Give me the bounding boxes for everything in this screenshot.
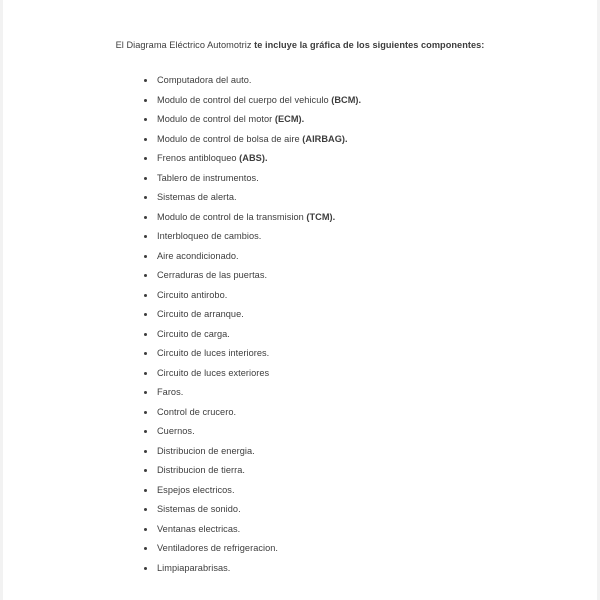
list-item bbox=[157, 364, 505, 384]
list-item-label: Computadora del auto. bbox=[157, 75, 252, 85]
page-title bbox=[95, 38, 505, 53]
list-item bbox=[157, 520, 505, 540]
list-item-label: Control de crucero. bbox=[157, 406, 237, 417]
list-item bbox=[157, 286, 505, 306]
list-item-label: Circuito de carga. bbox=[157, 328, 230, 339]
page-title-bold: te incluye la gráfica de los siguientes componentes: bbox=[254, 40, 485, 50]
list-item-label: Cerraduras de las puertas. bbox=[157, 270, 268, 280]
list-item-abbreviation: (ECM). bbox=[274, 114, 305, 124]
list-item bbox=[157, 227, 505, 247]
list-item-label: Distribucion de tierra. bbox=[157, 465, 245, 475]
list-item bbox=[157, 208, 505, 228]
list-item-label: Faros. bbox=[157, 387, 184, 397]
list-item-label: Circuito de arranque. bbox=[157, 309, 244, 319]
list-item-label: Ventanas electricas. bbox=[157, 523, 241, 534]
list-item bbox=[157, 422, 505, 442]
list-item bbox=[157, 344, 505, 364]
list-item-label: Espejos electricos. bbox=[157, 484, 235, 495]
list-item bbox=[157, 149, 505, 169]
list-item bbox=[157, 539, 505, 559]
list-item bbox=[157, 188, 505, 208]
component-list bbox=[95, 71, 505, 578]
list-item-label: Frenos antibloqueo bbox=[157, 153, 240, 163]
page-title-regular: El Diagrama Eléctrico Automotriz bbox=[115, 40, 255, 50]
list-item bbox=[157, 91, 505, 111]
list-item bbox=[157, 481, 505, 501]
list-item bbox=[157, 71, 505, 91]
list-item-label: Sistemas de sonido. bbox=[157, 504, 241, 514]
list-item bbox=[157, 500, 505, 520]
list-item-label: Interbloqueo de cambios. bbox=[157, 231, 262, 241]
list-item-abbreviation: (ABS). bbox=[239, 153, 268, 163]
list-item-label: Distribucion de energia. bbox=[157, 445, 255, 456]
list-item-label: Aire acondicionado. bbox=[157, 250, 239, 261]
list-item bbox=[157, 461, 505, 481]
list-item bbox=[157, 169, 505, 189]
list-item-abbreviation: (TCM). bbox=[306, 211, 336, 222]
list-item bbox=[157, 305, 505, 325]
page-left-edge bbox=[0, 0, 3, 600]
list-item-label: Ventiladores de refrigeracion. bbox=[157, 543, 279, 553]
list-item-label: Modulo de control del cuerpo del vehiculo bbox=[157, 94, 332, 105]
list-item-label: Limpiaparabrisas. bbox=[157, 562, 231, 573]
list-item-label: Modulo de control de la transmision bbox=[157, 211, 307, 222]
list-item bbox=[157, 383, 505, 403]
list-item bbox=[157, 110, 505, 130]
list-item bbox=[157, 130, 505, 150]
list-item-label: Circuito de luces interiores. bbox=[157, 348, 270, 358]
list-item-abbreviation: (BCM). bbox=[331, 94, 362, 105]
list-item-abbreviation: (AIRBAG). bbox=[302, 133, 348, 144]
list-item-label: Modulo de control de bolsa de aire bbox=[157, 133, 303, 144]
list-item bbox=[157, 403, 505, 423]
list-item bbox=[157, 442, 505, 462]
list-item-label: Circuito de luces exteriores bbox=[157, 367, 270, 378]
list-item bbox=[157, 266, 505, 286]
list-item-label: Tablero de instrumentos. bbox=[157, 172, 259, 183]
list-item bbox=[157, 247, 505, 267]
list-item bbox=[157, 325, 505, 345]
list-item bbox=[157, 559, 505, 579]
list-item-label: Cuernos. bbox=[157, 426, 195, 436]
list-item-label: Sistemas de alerta. bbox=[157, 192, 237, 202]
list-item-label: Circuito antirobo. bbox=[157, 289, 228, 300]
list-item-label: Modulo de control del motor bbox=[157, 114, 275, 124]
